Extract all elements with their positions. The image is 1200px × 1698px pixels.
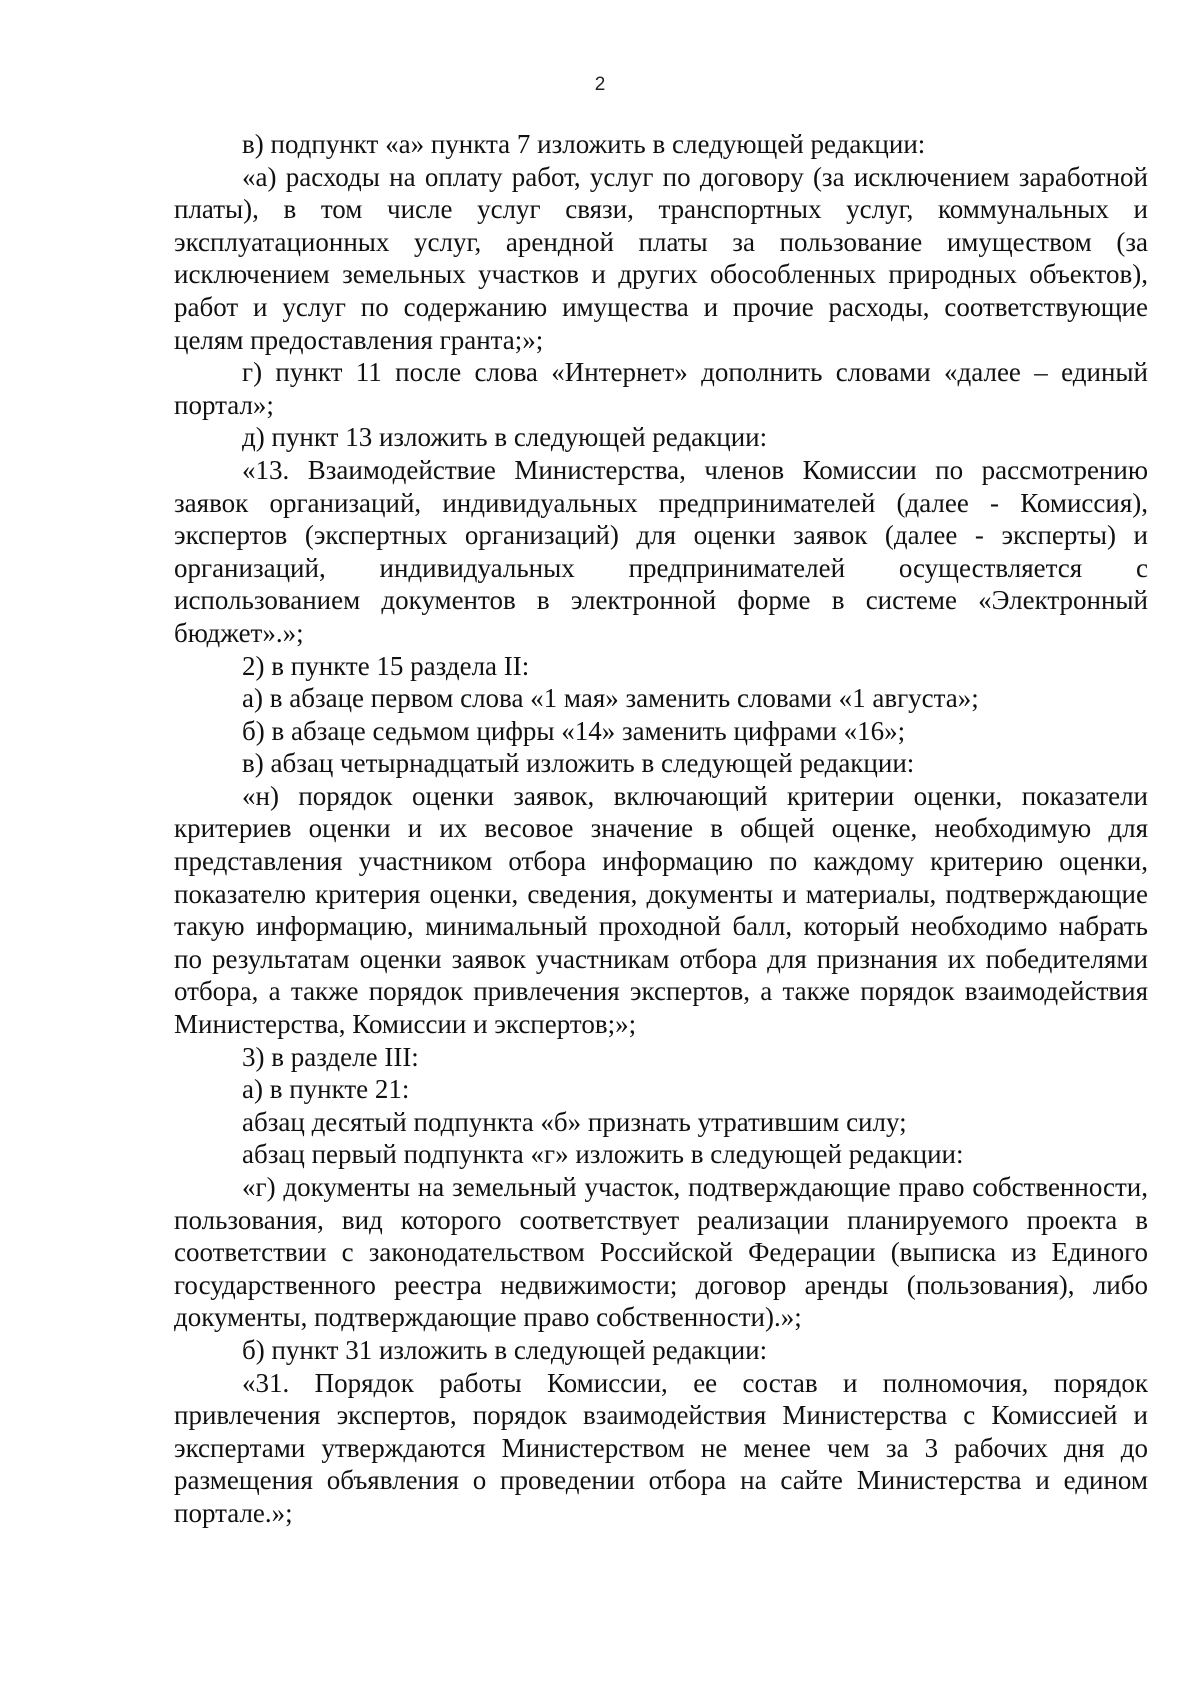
paragraph-subitem-b-seventh-paragraph: б) в абзаце седьмом цифры «14» заменить цифрами «16»; [242,715,906,746]
paragraph-tenth-paragraph-subitem-b: абзац десятый подпункта «б» признать утратившим силу; [242,1106,907,1137]
paragraph-subitem-b-item-31: б) пункт 31 изложить в следующей редакции: [242,1334,768,1365]
paragraph-quoted-subitem-g: «г) документы на земельный участок, подтверждающие право собственности, пользования, вид которого соответствует реализации планируемого проекта в соответствии с законодательством Российской Федерации (выписка из Единого государственного реестра недвижимости; договор аренды (пользования), либо документы, подтверждающие право собственности).»; [174,1172,1148,1333]
paragraph-quoted-subitem-a: «а) расходы на оплату работ, услуг по договору (за исключением заработной платы), в том числе услуг связи, транспортных услуг, коммунальных и эксплуатационных услуг, арендной платы за пользование имуществом (за исключением земельных участков и других обособленных природных объектов), работ и услуг по содержанию имущества и прочие расходы, соответствующие целям предоставления гранта;»; [174,161,1148,355]
paragraph-subitem-g-item-11: г) пункт 11 после слова «Интернет» дополнить словами «далее – единый портал»; [174,357,1148,420]
paragraph-quoted-subitem-n: «н) порядок оценки заявок, включающий критерии оценки, показатели критериев оценки и их весовое значение в общей оценке, необходимую для представления участником отбора информацию по каждому критерию оценки, показателю критерия оценки, сведения, документы и материалы, подтверждающие такую информацию, минимальный проходной балл, который необходимо набрать по результатам оценки заявок участникам отбора для признания их победителями отбора, а также порядок привлечения экспертов, а также порядок взаимодействия Министерства, Комиссии и экспертов;»; [174,780,1148,1040]
paragraph-subitem-v-fourteenth-paragraph: в) абзац четырнадцатый изложить в следующей редакции: [242,748,915,779]
paragraph-item-2-section-ii: 2) в пункте 15 раздела II: [242,650,530,681]
document-body [174,128,1148,1530]
paragraph-subitem-d-item-13: д) пункт 13 изложить в следующей редакции: [242,422,768,453]
page-number: 2 [594,74,606,95]
paragraph-subitem-a-first-paragraph: а) в абзаце первом слова «1 мая» заменить словами «1 августа»; [242,683,979,714]
paragraph-quoted-item-31: «31. Порядок работы Комиссии, ее состав и полномочия, порядок привлечения экспертов, порядок взаимодействия Министерства с Комиссией и экспертами утверждаются Министерством не менее чем за 3 рабочих дня до размещения объявления о проведении отбора на сайте Министерства и едином портале.»; [174,1367,1148,1528]
paragraph-quoted-item-13: «13. Взаимодействие Министерства, членов Комиссии по рассмотрению заявок организаций, индивидуальных предпринимателей (далее - Комиссия), экспертов (экспертных организаций) для оценки заявок (далее - эксперты) и организаций, индивидуальных предпринимателей осуществляется с использованием документов в электронной форме в системе «Электронный бюджет».»; [174,454,1148,648]
paragraph-first-paragraph-subitem-g: абзац первый подпункта «г» изложить в следующей редакции: [242,1139,964,1170]
paragraph-subitem-a-item-21: а) в пункте 21: [242,1074,410,1105]
paragraph-item-3-section-iii: 3) в разделе III: [242,1041,419,1072]
paragraph-subitem-v-item-7: в) подпункт «а» пункта 7 изложить в следующей редакции: [242,129,926,159]
